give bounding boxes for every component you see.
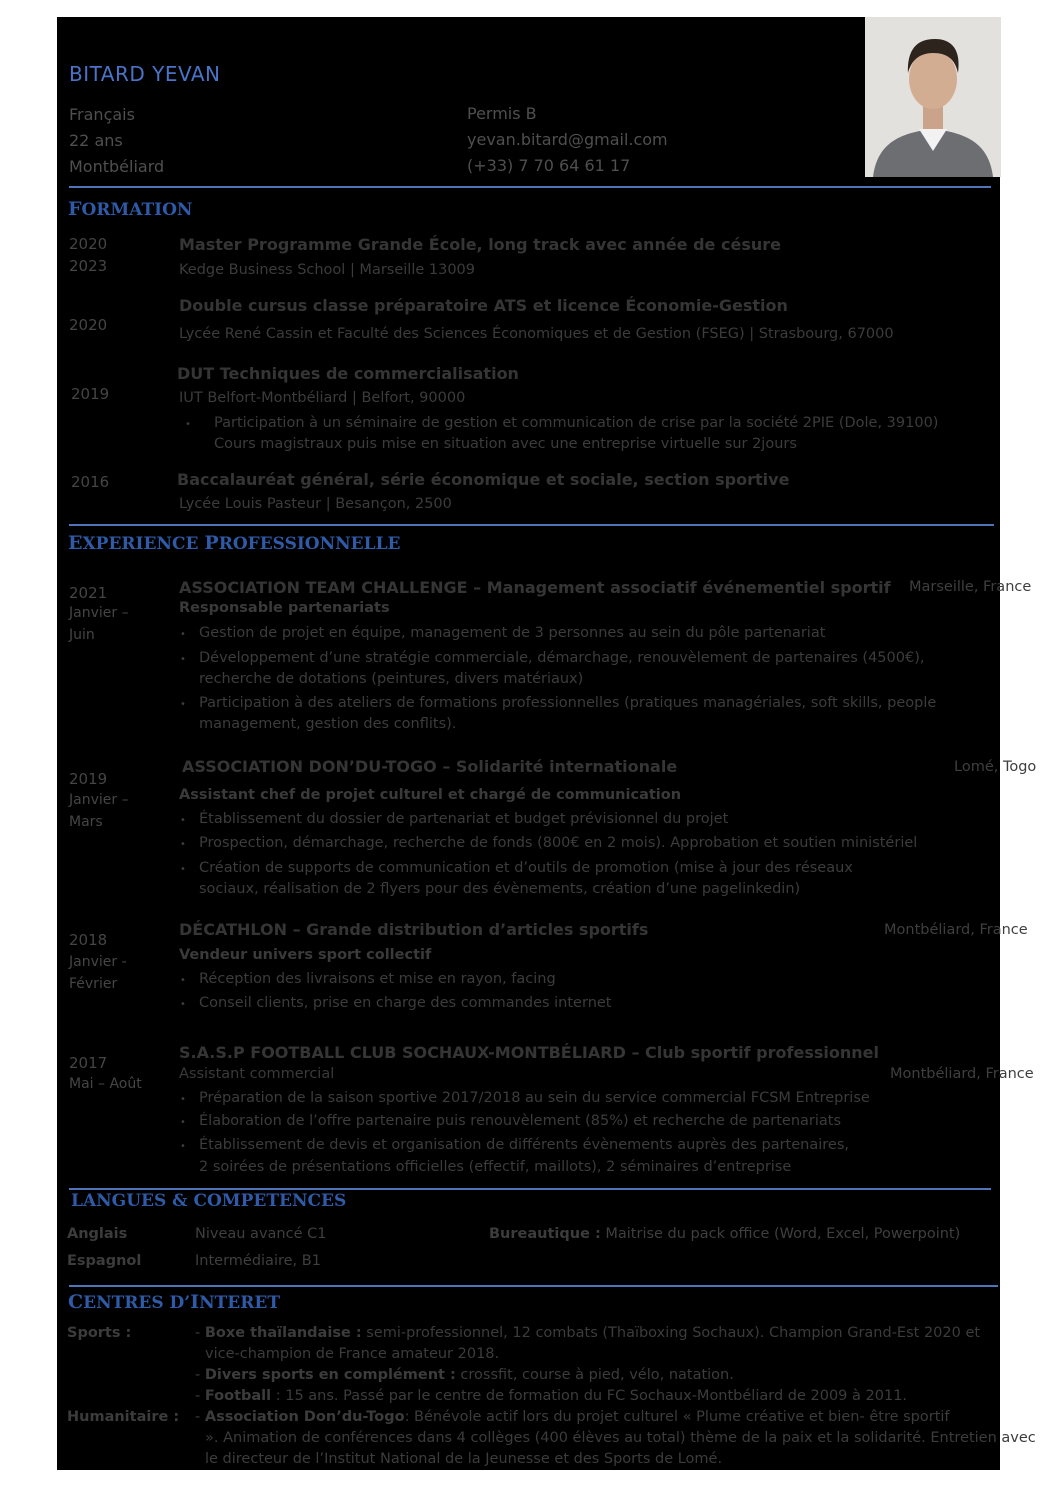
formation-year: 2020	[69, 316, 108, 334]
experience-title: DÉCATHLON – Grande distribution d’articles sportifs	[179, 920, 649, 939]
bullet-text: sociaux, réalisation de 2 flyers pour des évènements, création d’une pagelinkedin)	[199, 881, 801, 897]
resume-page	[57, 17, 1037, 1470]
experience-period: Juin	[69, 627, 95, 643]
experience-role: Vendeur univers sport collectif	[179, 947, 432, 963]
formation-school: Kedge Business School | Marseille 13009	[179, 262, 476, 278]
bullet: •	[180, 1094, 186, 1105]
experience-title: S.A.S.P FOOTBALL CLUB SOCHAUX-MONTBÉLIARD – Club sportif professionnel	[179, 1043, 879, 1062]
experience-location: Marseille, France	[909, 579, 1032, 595]
interest-line: - Boxe thaïlandaise : semi-professionnel, 12 combats (Thaïboxing Sochaux). Champion Grand-Est 2020 et	[195, 1325, 981, 1341]
interest-label-sports: Sports :	[67, 1325, 132, 1341]
formation-school: IUT Belfort-Montbéliard | Belfort, 90000	[179, 390, 466, 406]
header-divider	[69, 186, 991, 188]
age: 22 ans	[69, 131, 123, 150]
experience-period: Mars	[69, 814, 103, 830]
bullet-text: Création de supports de communication et d’outils de promotion (mise à jour des réseaux	[199, 860, 853, 876]
bullet: •	[180, 1141, 186, 1152]
interest-label-humanitaire: Humanitaire :	[67, 1409, 180, 1425]
experience-location: Lomé, Togo	[954, 759, 1037, 775]
experience-period: Janvier –	[69, 792, 129, 808]
nationality: Français	[69, 105, 135, 124]
experience-period: Mai – Août	[69, 1076, 142, 1092]
langues-divider	[69, 1285, 998, 1287]
formation-year: 2023	[69, 257, 108, 275]
bullet: •	[180, 699, 186, 710]
bullet-text: Développement d’une stratégie commerciale, démarchage, renouvèlement de partenaires (4500€),	[199, 650, 925, 666]
email: yevan.bitard@gmail.com	[467, 130, 668, 149]
experience-period: Janvier –	[69, 605, 129, 621]
interest-line: vice-champion de France amateur 2018.	[205, 1346, 500, 1362]
experience-period: Janvier -	[69, 954, 127, 970]
formation-year: 2016	[71, 473, 110, 491]
bullet: •	[180, 999, 186, 1010]
bullet: •	[180, 864, 186, 875]
bullet-text: Réception des livraisons et mise en rayon, facing	[199, 971, 556, 987]
driving-license: Permis B	[467, 104, 537, 123]
experience-title: ASSOCIATION TEAM CHALLENGE – Management associatif événementiel sportif	[179, 578, 891, 597]
language-name: Anglais	[67, 1226, 128, 1242]
experience-year: 2021	[69, 584, 108, 602]
interest-line: le directeur de l’Institut National de la Jeunesse et des Sports de Lomé.	[205, 1451, 723, 1467]
experience-divider	[69, 1188, 991, 1190]
experience-role: Assistant chef de projet culturel et chargé de communication	[179, 787, 682, 803]
formation-title: Baccalauréat général, série économique et sociale, section sportive	[177, 470, 790, 489]
bullet: •	[185, 419, 191, 430]
interest-line: - Association Don’du-Togo: Bénévole actif lors du projet culturel « Plume créative et bien- être sportif	[195, 1409, 950, 1425]
experience-year: 2018	[69, 931, 108, 949]
interets-heading: CENTRES D’INTERET	[68, 1291, 280, 1313]
formation-school: Lycée Louis Pasteur | Besançon, 2500	[179, 496, 452, 512]
formation-divider	[69, 524, 994, 526]
bullet: •	[180, 654, 186, 665]
formation-title: Double cursus classe préparatoire ATS et licence Économie-Gestion	[179, 296, 788, 315]
city: Montbéliard	[69, 157, 165, 176]
experience-heading: EXPERIENCE PROFESSIONNELLE	[68, 532, 401, 554]
experience-location: Montbéliard, France	[890, 1066, 1034, 1082]
experience-role: Responsable partenariats	[179, 600, 390, 616]
language-level: Niveau avancé C1	[195, 1226, 327, 1242]
profile-photo	[865, 17, 1001, 177]
experience-year: 2017	[69, 1054, 108, 1072]
formation-heading: FORMATION	[68, 198, 193, 220]
formation-title: Master Programme Grande École, long track avec année de césure	[179, 235, 781, 254]
bullet-text: Élaboration de l’offre partenaire puis renouvèlement (85%) et recherche de partenariats	[199, 1113, 842, 1129]
portrait-icon	[865, 17, 1001, 177]
phone: (+33) 7 70 64 61 17	[467, 156, 631, 175]
language-name: Espagnol	[67, 1253, 142, 1269]
bullet-text: Participation à un séminaire de gestion et communication de crise par la société 2PIE (Dole, 39100)	[214, 415, 939, 431]
experience-location: Montbéliard, France	[884, 922, 1028, 938]
langues-heading: LANGUES & COMPETENCES	[71, 1191, 347, 1211]
formation-year: 2020	[69, 235, 108, 253]
formation-year: 2019	[71, 385, 110, 403]
bullet-text: recherche de dotations (peintures, divers matériaux)	[199, 671, 584, 687]
formation-school: Lycée René Cassin et Faculté des Sciences Économiques et de Gestion (FSEG) | Strasbourg, 67000	[179, 326, 894, 342]
experience-period: Février	[69, 976, 118, 992]
interest-line: - Football : 15 ans. Passé par le centre de formation du FC Sochaux-Montbéliard de 2009 à 2011.	[195, 1388, 908, 1404]
bullet: •	[180, 629, 186, 640]
interest-line: - Divers sports en complément : crossfit, course à pied, vélo, natation.	[195, 1367, 734, 1383]
formation-title: DUT Techniques de commercialisation	[177, 364, 519, 383]
bullet-text: Prospection, démarchage, recherche de fonds (800€ en 2 mois). Approbation et soutien ministériel	[199, 835, 918, 851]
bullet-text: Préparation de la saison sportive 2017/2018 au sein du service commercial FCSM Entreprise	[199, 1090, 870, 1106]
bullet-text: Conseil clients, prise en charge des commandes internet	[199, 995, 612, 1011]
skill-bureautique: Bureautique : Maitrise du pack office (Word, Excel, Powerpoint)	[489, 1226, 961, 1242]
bullet-text: management, gestion des conflits).	[199, 716, 457, 732]
bullet-text: Établissement du dossier de partenariat et budget prévisionnel du projet	[199, 811, 729, 827]
bullet: •	[180, 1117, 186, 1128]
bullet-text: Établissement de devis et organisation de différents évènements auprès des partenaires,	[199, 1137, 849, 1153]
experience-role: Assistant commercial	[179, 1066, 335, 1082]
bullet-text: Gestion de projet en équipe, management de 3 personnes au sein du pôle partenariat	[199, 625, 826, 641]
bullet-text: Participation à des ateliers de formations professionnelles (pratiques managériales, soft skills, people	[199, 695, 937, 711]
bullet: •	[180, 839, 186, 850]
language-level: Intermédiaire, B1	[195, 1253, 321, 1269]
bullet: •	[180, 975, 186, 986]
candidate-name: BITARD YEVAN	[69, 62, 221, 86]
bullet: •	[180, 815, 186, 826]
bullet-text: 2 soirées de présentations officielles (effectif, maillots), 2 séminaires d’entreprise	[199, 1159, 792, 1175]
experience-year: 2019	[69, 770, 108, 788]
interest-line: ». Animation de conférences dans 4 collèges (400 élèves au total) thème de la paix et la solidarité. Entretien avec	[205, 1430, 1036, 1446]
bullet-text: Cours magistraux puis mise en situation avec une entreprise virtuelle sur 2jours	[214, 436, 797, 452]
experience-title: ASSOCIATION DON’DU-TOGO – Solidarité internationale	[182, 757, 678, 776]
